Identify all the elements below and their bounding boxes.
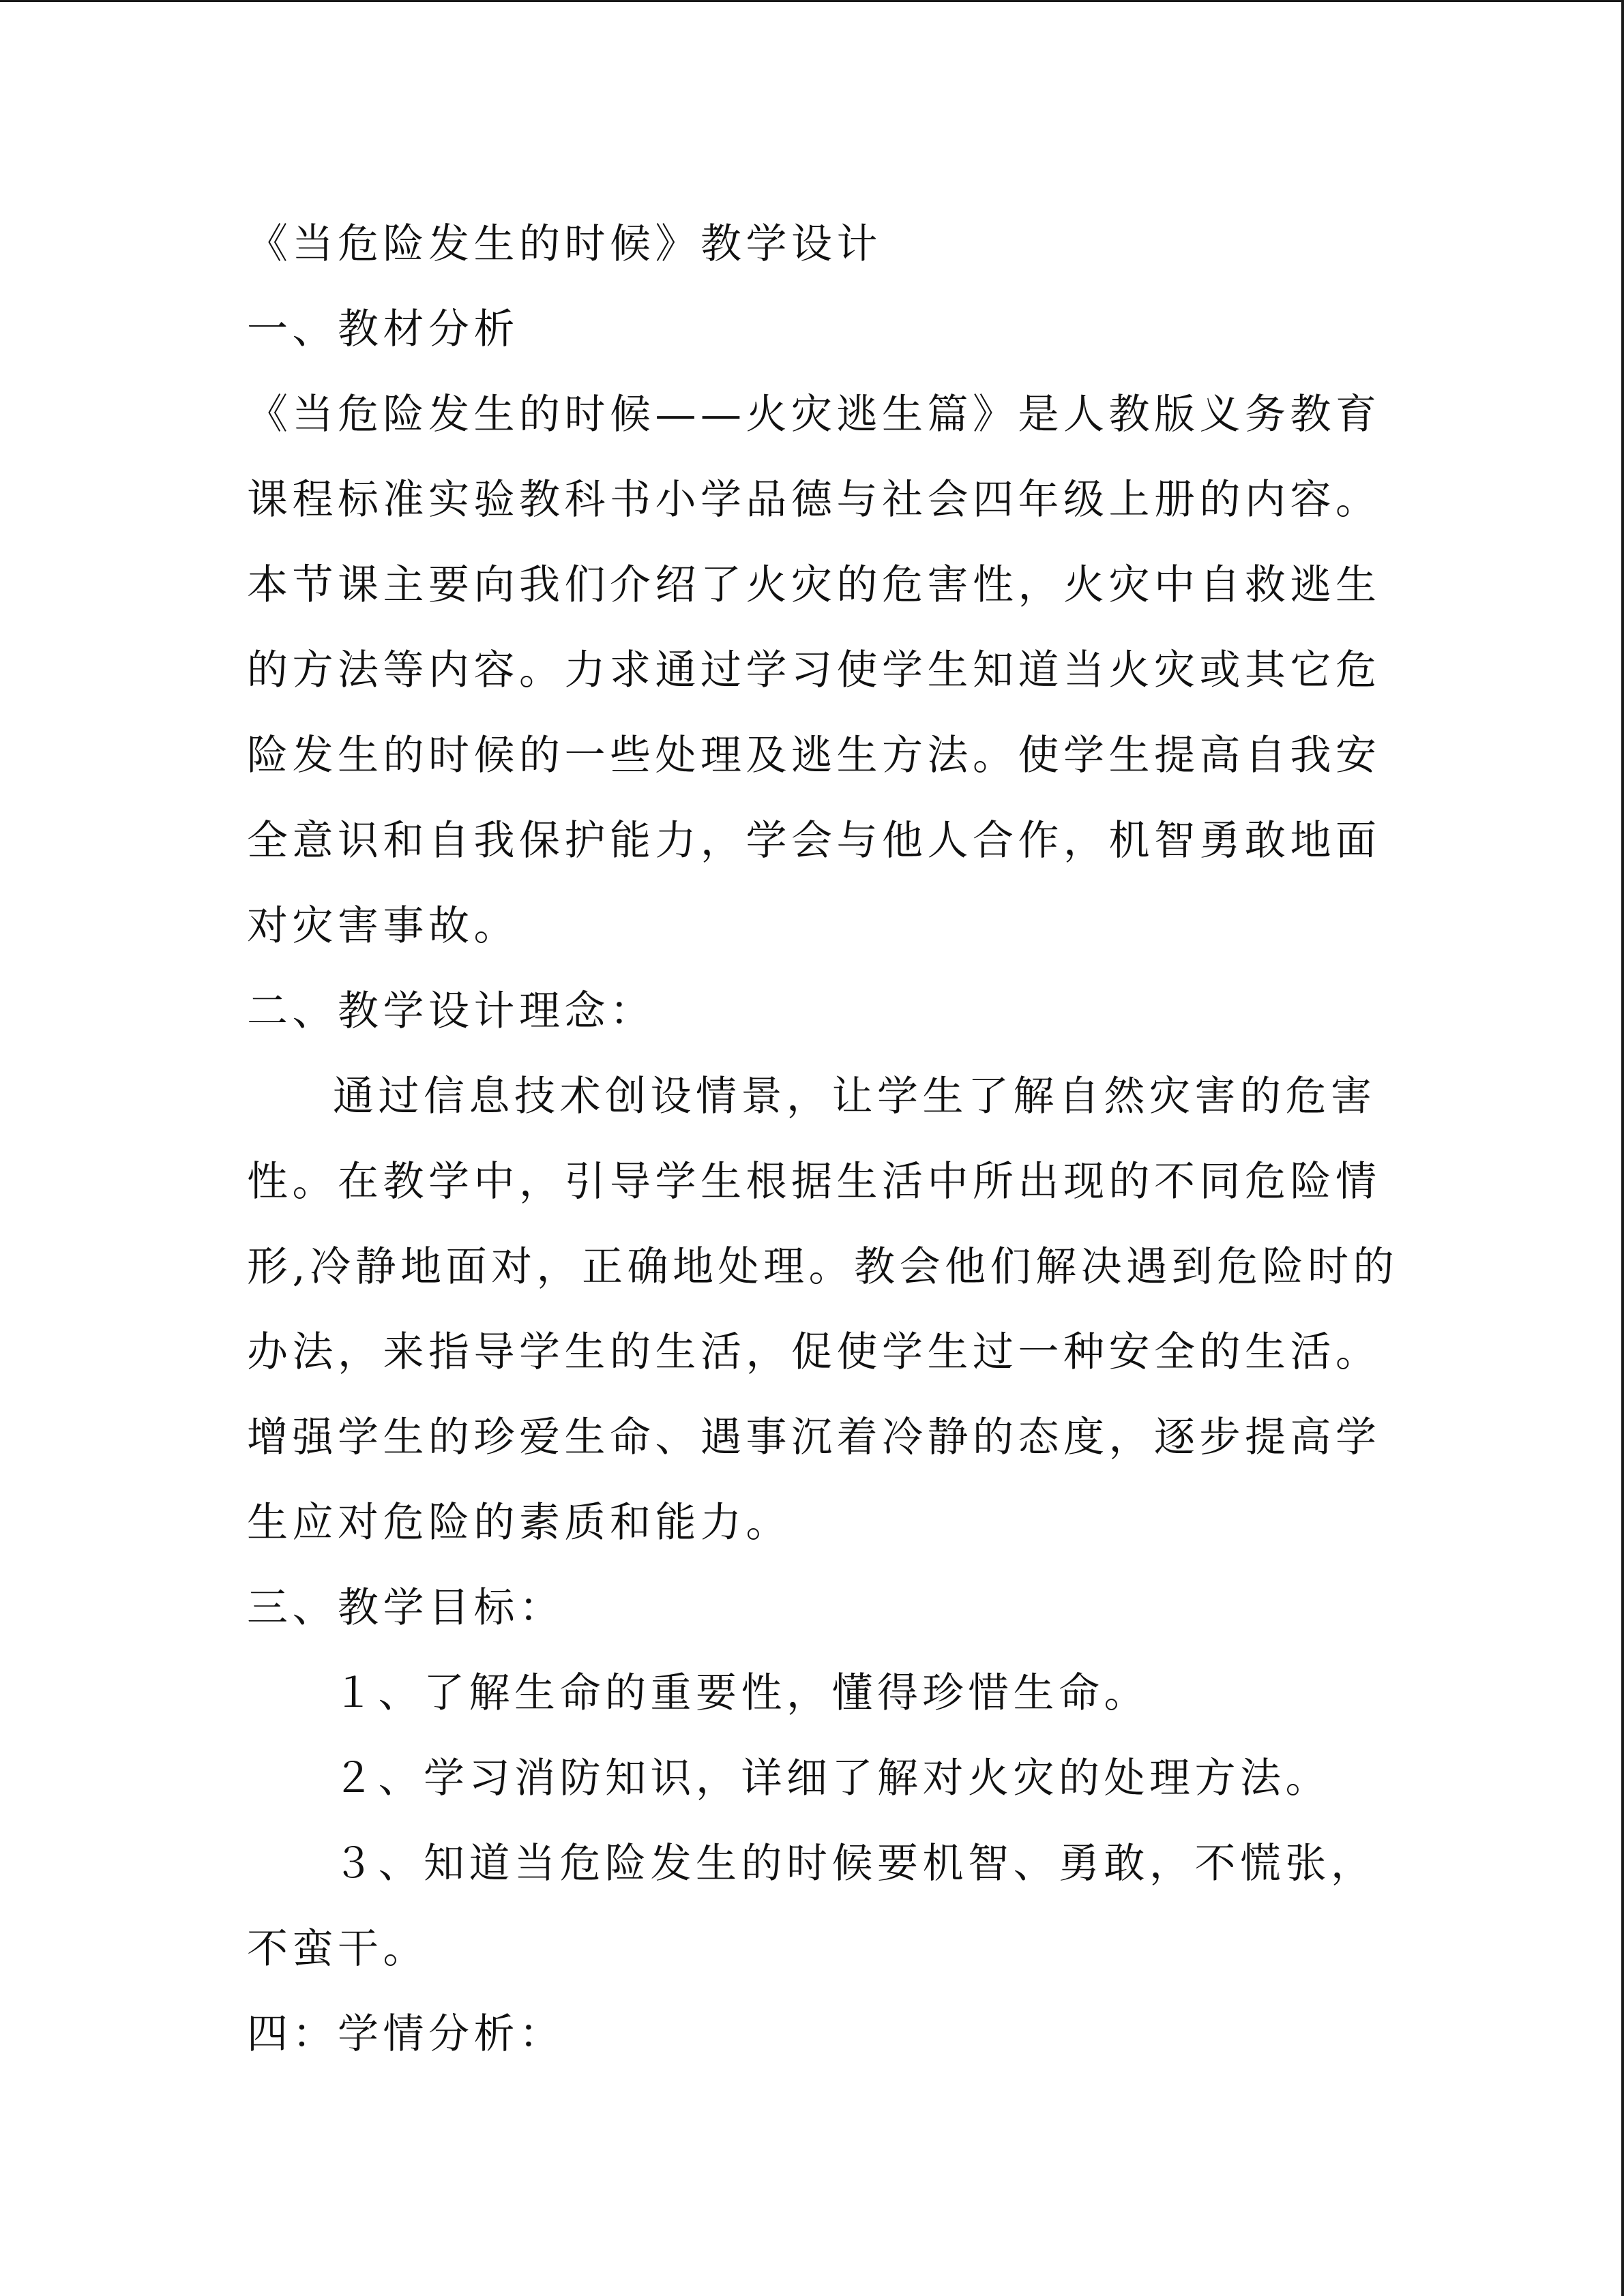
goal-item-2: ２、学习消防知识，详细了解对火灾的处理方法。: [333, 1755, 1331, 1802]
section-heading-textbook-analysis: 一、教材分析: [247, 305, 519, 353]
paragraph-line: 性。在教学中，引导学生根据生活中所出现的不同危险情: [247, 1158, 1381, 1206]
paragraph-line: 课程标准实验教科书小学品德与社会四年级上册的内容。: [247, 476, 1381, 524]
paragraph-line: 办法，来指导学生的生活，促使学生过一种安全的生活。: [247, 1328, 1381, 1376]
section-heading-learner-analysis: 四：学情分析：: [247, 2010, 565, 2058]
document-body: [247, 202, 1399, 2077]
document-title: 《当危险发生的时候》教学设计: [247, 220, 882, 268]
paragraph-line: 增强学生的珍爱生命、遇事沉着冷静的态度，逐步提高学: [247, 1414, 1381, 1461]
goal-item-3-continued: 不蛮干。: [247, 1925, 428, 1973]
goal-item-3: ３、知道当危险发生的时候要机智、勇敢，不慌张，: [333, 1840, 1376, 1888]
paragraph-line: 险发生的时候的一些处理及逃生方法。使学生提高自我安: [247, 732, 1381, 779]
paragraph-line: 的方法等内容。力求通过学习使学生知道当火灾或其它危: [247, 646, 1381, 694]
section-heading-teaching-goals: 三、教学目标：: [247, 1584, 565, 1632]
paragraph-line: 对灾害事故。: [247, 902, 519, 950]
paragraph-line: 形,冷静地面对，正确地处理。教会他们解决遇到危险时的: [247, 1243, 1399, 1291]
paragraph-line: 全意识和自我保护能力，学会与他人合作，机智勇敢地面: [247, 817, 1381, 865]
paragraph-line: 《当危险发生的时候——火灾逃生篇》是人教版义务教育: [247, 391, 1381, 438]
page-top-border: [0, 0, 1624, 2]
goal-item-1: １、了解生命的重要性，懂得珍惜生命。: [333, 1669, 1149, 1717]
paragraph-line: 生应对危险的素质和能力。: [247, 1499, 791, 1547]
paragraph-line: 通过信息技术创设情景，让学生了解自然灾害的危害: [333, 1073, 1376, 1120]
section-heading-design-concept: 二、教学设计理念：: [247, 987, 655, 1035]
paragraph-line: 本节课主要向我们介绍了火灾的危害性，火灾中自救逃生: [247, 561, 1381, 609]
page-right-border: [1621, 0, 1624, 2296]
